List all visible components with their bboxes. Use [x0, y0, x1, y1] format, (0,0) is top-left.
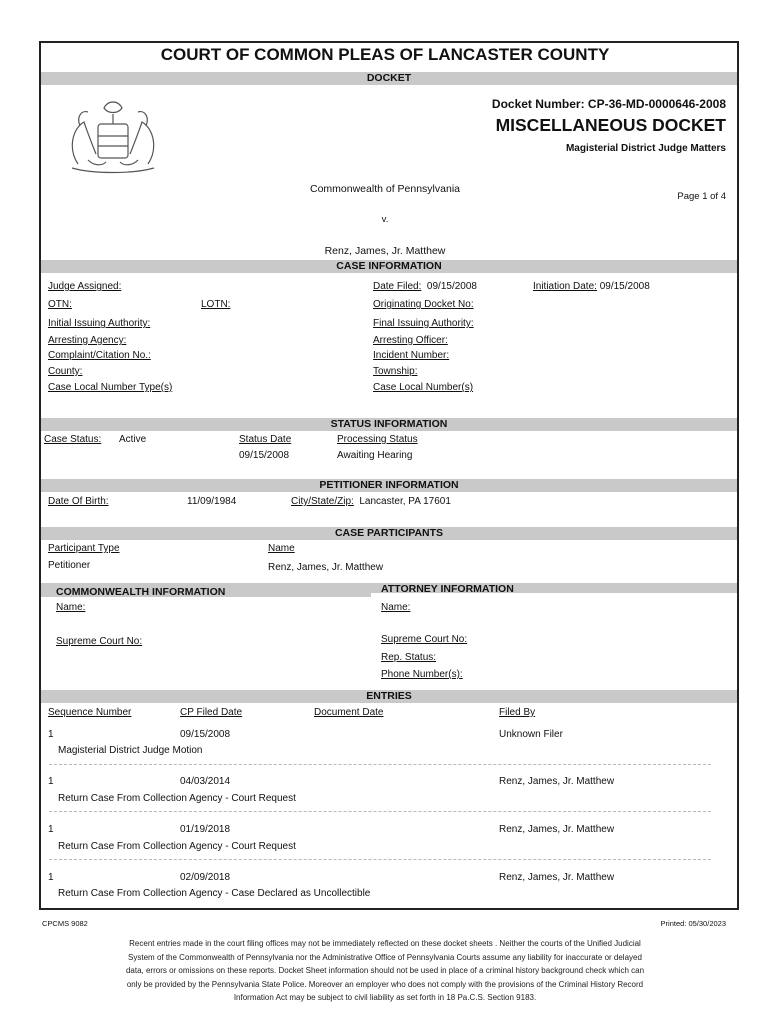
county-label: County: [48, 366, 83, 377]
participant-type-label: Participant Type [48, 543, 120, 554]
commonwealth-heading: COMMONWEALTH INFORMATION [56, 586, 226, 598]
date-filed-value: 09/15/2008 [426, 281, 477, 292]
complaint-label: Complaint/Citation No.: [48, 350, 151, 361]
lotn-label: LOTN: [201, 299, 231, 310]
case-information-bar: CASE INFORMATION [41, 260, 737, 273]
case-status-value: Active [119, 434, 147, 445]
entry-divider [49, 764, 711, 765]
docket-bar: DOCKET [41, 72, 737, 85]
case-status-label: Case Status: [44, 434, 102, 445]
entry-filed-by: Unknown Filer [499, 729, 563, 740]
entry-cp-date: 09/15/2008 [180, 729, 231, 740]
commonwealth-supreme-label: Supreme Court No: [56, 636, 143, 647]
township-label: Township: [373, 366, 418, 377]
plaintiff-name: Commonwealth of Pennsylvania [310, 183, 460, 195]
pennsylvania-seal-icon [58, 94, 168, 176]
petitioner-information-bar: PETITIONER INFORMATION [41, 479, 737, 492]
otn-label: OTN: [48, 299, 72, 310]
docket-type: MISCELLANEOUS DOCKET [495, 115, 726, 135]
entry-cp-date: 04/03/2014 [180, 776, 231, 787]
processing-status-value: Awaiting Hearing [337, 450, 413, 461]
city-state-zip-value: Lancaster, PA 17601 [359, 496, 451, 507]
entries-bar: ENTRIES [41, 690, 737, 703]
participant-type-value: Petitioner [48, 560, 91, 571]
court-title: COURT OF COMMON PLEAS OF LANCASTER COUNTY [160, 45, 610, 64]
commonwealth-name-label: Name: [56, 602, 86, 613]
entry-sequence: 1 [48, 872, 54, 883]
initiation-date-label: Initiation Date: [533, 281, 597, 292]
initial-issuing-label: Initial Issuing Authority: [48, 318, 151, 329]
disclaimer-line: Recent entries made in the court filing offices may not be immediately reflected on these docket sheets . Neither the courts of the Unified Judicial [129, 939, 641, 948]
case-participants-bar: CASE PARTICIPANTS [41, 527, 737, 540]
arresting-officer-label: Arresting Officer: [373, 335, 448, 346]
participant-name-value: Renz, James, Jr. Matthew [268, 562, 384, 573]
attorney-rep-status-label: Rep. Status: [381, 652, 437, 663]
attorney-supreme-label: Supreme Court No: [381, 634, 468, 645]
entry-sequence: 1 [48, 729, 54, 740]
status-information-bar: STATUS INFORMATION [41, 418, 737, 431]
entry-sequence: 1 [48, 824, 54, 835]
processing-status-label: Processing Status [337, 434, 418, 445]
entry-divider [49, 811, 711, 812]
entry-description: Return Case From Collection Agency - Court Request [58, 841, 296, 852]
originating-docket-label: Originating Docket No: [373, 299, 474, 310]
final-issuing-label: Final Issuing Authority: [373, 318, 474, 329]
disclaimer-line: System of the Commonwealth of Pennsylvania nor the Administrative Office of Pennsylvania Courts assume any liability for inaccurate or delayed [128, 952, 642, 962]
entry-sequence: 1 [48, 776, 54, 787]
entry-divider [49, 859, 711, 860]
city-state-zip-label: City/State/Zip: [291, 496, 354, 507]
case-local-type-label: Case Local Number Type(s) [48, 382, 173, 393]
footer-disclaimer [80, 937, 690, 1005]
case-local-number-label: Case Local Number(s) [373, 382, 474, 393]
page-number: Page 1 of 4 [677, 191, 726, 202]
col-document-date: Document Date [314, 707, 384, 718]
disclaimer-line: Information Act may be subject to civil liability as set forth in 18 Pa.C.S. Section 9183. [233, 993, 537, 1002]
dob-label: Date Of Birth: [48, 496, 109, 507]
status-date-label: Status Date [239, 434, 292, 445]
col-sequence-number: Sequence Number [48, 707, 132, 718]
printed-date: Printed: 05/30/2023 [660, 919, 726, 928]
entry-cp-date: 02/09/2018 [180, 872, 231, 883]
entry-filed-by: Renz, James, Jr. Matthew [499, 824, 615, 835]
form-number: CPCMS 9082 [42, 919, 88, 928]
entry-description: Return Case From Collection Agency - Case Declared as Uncollectible [58, 888, 371, 899]
participant-name-label: Name [268, 543, 295, 554]
arresting-agency-label: Arresting Agency: [48, 335, 127, 346]
attorney-heading: ATTORNEY INFORMATION [381, 583, 514, 595]
disclaimer-line: data, errors or omissions on these reports. Docket Sheet information should not be used in place of a criminal history background check which can [125, 966, 645, 975]
entry-filed-by: Renz, James, Jr. Matthew [499, 872, 615, 883]
col-cp-filed-date: CP Filed Date [180, 707, 243, 718]
initiation-date-value: 09/15/2008 [599, 281, 650, 292]
defendant-name: Renz, James, Jr. Matthew [324, 245, 446, 257]
docket-number: Docket Number: CP-36-MD-0000646-2008 [491, 97, 726, 111]
col-filed-by: Filed By [499, 707, 536, 718]
attorney-name-label: Name: [381, 602, 411, 613]
versus: v. [381, 214, 389, 225]
entry-description: Magisterial District Judge Motion [58, 745, 203, 756]
incident-label: Incident Number: [373, 350, 450, 361]
status-date-value: 09/15/2008 [239, 450, 290, 461]
disclaimer-line: only be provided by the Pennsylvania State Police. Moreover an employer who does not comply with the provisions of the Criminal History Record [126, 979, 644, 989]
date-filed [373, 281, 477, 292]
date-filed-label: Date Filed: [373, 281, 422, 292]
entry-filed-by: Renz, James, Jr. Matthew [499, 776, 615, 787]
entry-cp-date: 01/19/2018 [180, 824, 231, 835]
entry-description: Return Case From Collection Agency - Court Request [58, 793, 296, 804]
attorney-phone-label: Phone Number(s): [381, 669, 463, 680]
judge-assigned-label: Judge Assigned: [48, 281, 122, 292]
initiation-date [533, 281, 650, 292]
city-state-zip [291, 496, 451, 507]
docket-subtype: Magisterial District Judge Matters [565, 143, 726, 154]
dob-value: 11/09/1984 [187, 496, 237, 507]
